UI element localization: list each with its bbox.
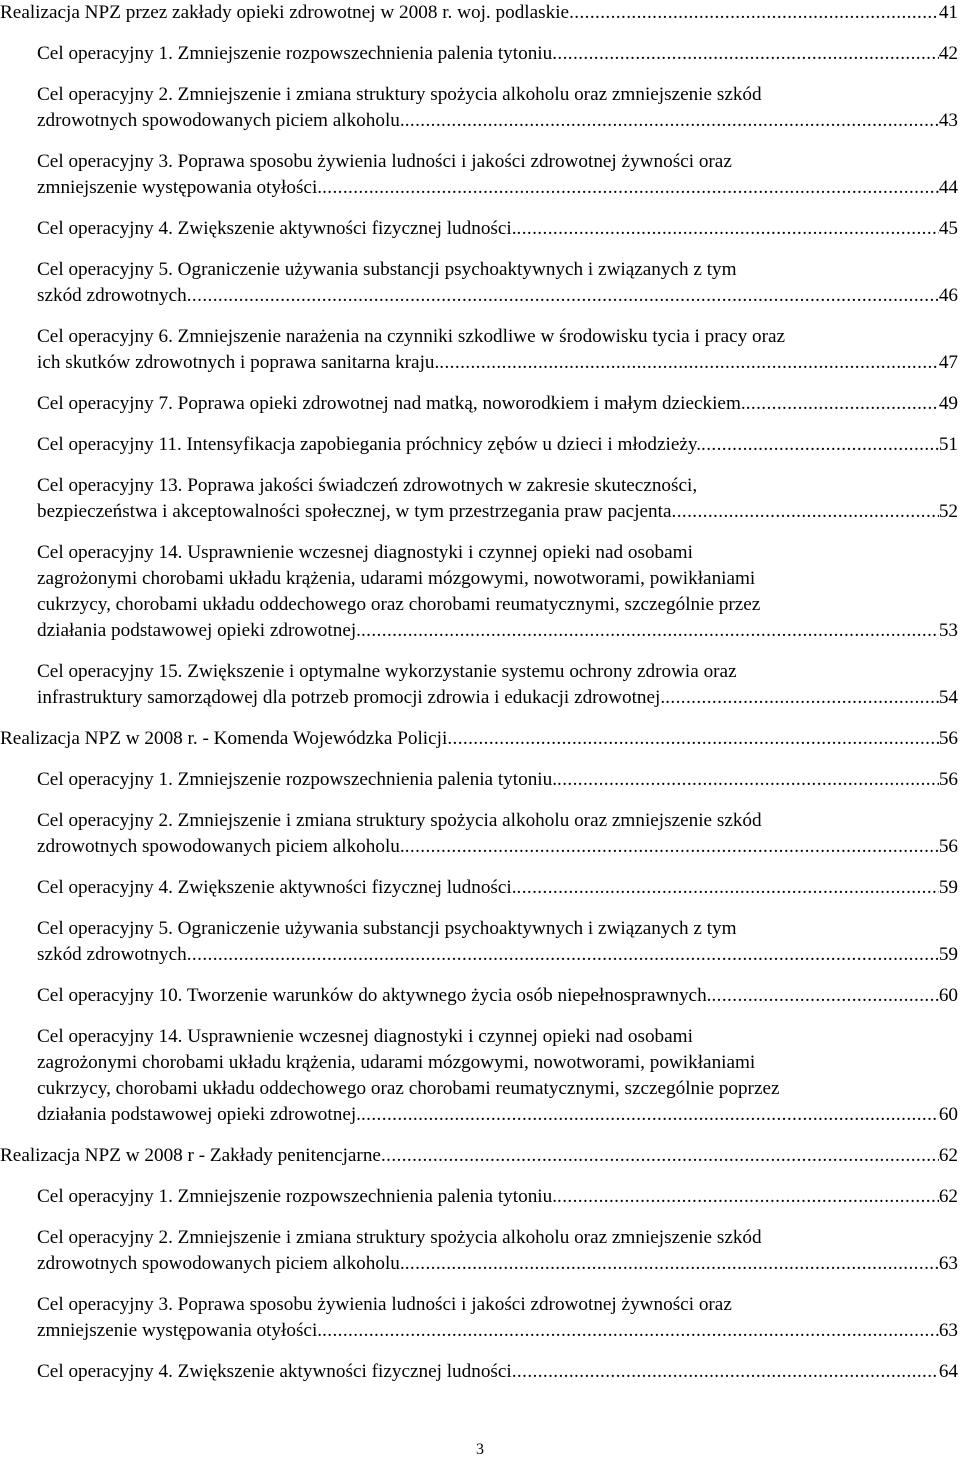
toc-entry-title: Cel operacyjny 14. Usprawnienie wczesnej diagnostyki i czynnej opieki nad osobami: [37, 542, 693, 563]
toc-page-number: 62: [938, 1145, 958, 1166]
toc-page-number: 56: [938, 769, 958, 790]
toc-entry-title: Cel operacyjny 4. Zwiększenie aktywności fizycznej ludności.: [37, 218, 517, 239]
toc-leader-dots: [557, 1184, 939, 1210]
toc-leader-dots: [512, 1359, 939, 1385]
toc-page-number: 64: [938, 1361, 958, 1382]
toc-entry-line: [37, 1359, 958, 1385]
toc-entry-title: Cel operacyjny 1. Zmniejszenie rozpowszechnienia palenia tytoniu.: [37, 1186, 558, 1207]
toc-subsection-entry[interactable]: [0, 149, 958, 201]
toc-entry-line: [37, 350, 958, 376]
toc-entry-line: [0, 0, 958, 26]
toc-entry-title: Realizacja NPZ przez zakłady opieki zdrowotnej w 2008 r. woj. podlaskie: [0, 2, 570, 23]
toc-subsection-entry[interactable]: [0, 257, 958, 309]
toc-leader-dots: [322, 175, 939, 201]
toc-leader-dots: [361, 618, 939, 644]
toc-subsection-entry[interactable]: [0, 82, 958, 134]
toc-entry-title: Realizacja NPZ w 2008 r - Zakłady penitencjarne: [0, 1145, 381, 1166]
toc-entry-title: Cel operacyjny 5. Ograniczenie używania substancji psychoaktywnych i związanych z tym: [37, 918, 737, 939]
toc-page-number: 45: [938, 218, 958, 239]
toc-entry-line: [37, 1318, 958, 1344]
toc-subsection-entry[interactable]: [0, 324, 958, 376]
toc-entry-title: działania podstawowej opieki zdrowotnej.: [37, 1104, 361, 1125]
toc-page-number: 56: [938, 728, 958, 749]
toc-page-number: 52: [938, 501, 958, 522]
toc-entry-line: [37, 41, 958, 67]
toc-entry-line: [37, 659, 958, 685]
toc-leader-dots: [711, 983, 938, 1009]
toc-entry-line: [37, 283, 958, 309]
toc-entry-line: [37, 1024, 958, 1050]
toc-leader-dots: [381, 1143, 939, 1169]
toc-leader-dots: [361, 1102, 939, 1128]
toc-page-number: 63: [938, 1320, 958, 1341]
toc-subsection-entry[interactable]: [0, 767, 958, 793]
toc-entry-line: [37, 175, 958, 201]
toc-entry-title: Cel operacyjny 2. Zmniejszenie i zmiana struktury spożycia alkoholu oraz zmniejszenie szkód: [37, 84, 762, 105]
toc-entry-line: [37, 499, 958, 525]
toc-leader-dots: [552, 41, 939, 67]
toc-entry-title: zdrowotnych spowodowanych piciem alkoholu.: [37, 836, 405, 857]
toc-entry-line: [37, 983, 958, 1009]
toc-entry-line: [37, 108, 958, 134]
toc-leader-dots: [557, 767, 939, 793]
toc-entry-title: Cel operacyjny 1. Zmniejszenie rozpowszechnienia palenia tytoniu: [37, 43, 553, 64]
toc-leader-dots: [672, 499, 939, 525]
toc-page-number: 43: [938, 110, 958, 131]
toc-leader-dots: [439, 350, 939, 376]
toc-leader-dots: [665, 685, 939, 711]
toc-entry-title: Cel operacyjny 3. Poprawa sposobu żywienia ludności i jakości zdrowotnej żywności oraz: [37, 151, 732, 172]
toc-subsection-entry[interactable]: [0, 473, 958, 525]
toc-entry-title: zagrożonymi chorobami układu krążenia, udarami mózgowymi, nowotworami, powikłaniami: [37, 1052, 756, 1073]
toc-entry-title: Cel operacyjny 4. Zwiększenie aktywności fizycznej ludności: [37, 1361, 512, 1382]
toc-entry-title: infrastruktury samorządowej dla potrzeb promocji zdrowia i edukacji zdrowotnej.: [37, 687, 666, 708]
toc-entry-line: [37, 473, 958, 499]
toc-leader-dots: [322, 1318, 939, 1344]
toc-section-entry[interactable]: [0, 1143, 958, 1169]
toc-entry-title: zdrowotnych spowodowanych piciem alkoholu.: [37, 110, 405, 131]
toc-subsection-entry[interactable]: [0, 1024, 958, 1128]
toc-subsection-entry[interactable]: [0, 432, 958, 458]
toc-page-number: 44: [938, 177, 958, 198]
toc-entry-title: Realizacja NPZ w 2008 r. - Komenda Wojewódzka Policji: [0, 728, 448, 749]
toc-page-number: 59: [938, 877, 958, 898]
toc-leader-dots: [746, 391, 939, 417]
toc-page-number: 60: [938, 985, 958, 1006]
toc-subsection-entry[interactable]: [0, 983, 958, 1009]
toc-entry-line: [37, 1184, 958, 1210]
toc-leader-dots: [517, 216, 939, 242]
toc-page-number: 42: [938, 43, 958, 64]
toc-entry-title: Cel operacyjny 2. Zmniejszenie i zmiana struktury spożycia alkoholu oraz zmniejszenie szkód: [37, 810, 762, 831]
toc-page-number: 56: [938, 836, 958, 857]
toc-entry-line: [37, 1102, 958, 1128]
toc-leader-dots: [517, 875, 939, 901]
toc-entry-line: [37, 540, 958, 566]
toc-entry-line: [37, 942, 958, 968]
toc-entry-title: Cel operacyjny 14. Usprawnienie wczesnej diagnostyki i czynnej opieki nad osobami: [37, 1026, 693, 1047]
toc-entry-line: [37, 808, 958, 834]
toc-page-number: 49: [938, 393, 958, 414]
toc-entry-title: Cel operacyjny 7. Poprawa opieki zdrowotnej nad matką, noworodkiem i małym dzieckiem.: [37, 393, 746, 414]
toc-leader-dots: [187, 283, 939, 309]
toc-entry-line: [37, 618, 958, 644]
toc-page-number: 41: [938, 2, 958, 23]
toc-entry-title: cukrzycy, chorobami układu oddechowego oraz chorobami reumatycznymi, szczególnie poprzez: [37, 1078, 780, 1099]
toc-leader-dots: [447, 726, 939, 752]
toc-leader-dots: [569, 0, 939, 26]
toc-page-number: 53: [938, 620, 958, 641]
toc-entry-line: [37, 685, 958, 711]
toc-page-number: 63: [938, 1253, 958, 1274]
toc-section-entry[interactable]: [0, 726, 958, 752]
toc-subsection-entry[interactable]: [0, 540, 958, 644]
toc-entry-title: Cel operacyjny 4. Zwiększenie aktywności fizycznej ludności.: [37, 877, 517, 898]
toc-entry-title: zdrowotnych spowodowanych piciem alkoholu.: [37, 1253, 405, 1274]
toc-leader-dots: [701, 432, 939, 458]
toc-entry-title: bezpieczeństwa i akceptowalności społecznej, w tym przestrzegania praw pacjenta: [37, 501, 672, 522]
toc-entry-line: [37, 324, 958, 350]
toc-entry-line: [37, 391, 958, 417]
toc-entry-title: Cel operacyjny 15. Zwiększenie i optymalne wykorzystanie systemu ochrony zdrowia oraz: [37, 661, 737, 682]
toc-entry-line: [37, 566, 958, 592]
toc-subsection-entry[interactable]: [0, 875, 958, 901]
toc-entry-title: ich skutków zdrowotnych i poprawa sanitarna kraju.: [37, 352, 440, 373]
toc-subsection-entry[interactable]: [0, 1359, 958, 1385]
toc-page-number: 54: [938, 687, 958, 708]
toc-subsection-entry[interactable]: [0, 1184, 958, 1210]
toc-entry-line: [37, 767, 958, 793]
toc-entry-title: zmniejszenie występowania otyłości.: [37, 1320, 323, 1341]
toc-subsection-entry[interactable]: [0, 1292, 958, 1344]
toc-entry-line: [37, 432, 958, 458]
toc-entry-line: [37, 834, 958, 860]
page-number: 3: [476, 1441, 484, 1458]
toc-entry-title: Cel operacyjny 10. Tworzenie warunków do aktywnego życia osób niepełnosprawnych.: [37, 985, 712, 1006]
toc-entry-line: [37, 1292, 958, 1318]
toc-entry-title: Cel operacyjny 13. Poprawa jakości świadczeń zdrowotnych w zakresie skuteczności,: [37, 475, 698, 496]
toc-entry-line: [37, 82, 958, 108]
toc-leader-dots: [405, 108, 939, 134]
toc-entry-line: [37, 875, 958, 901]
toc-subsection-entry[interactable]: [0, 808, 958, 860]
toc-page-number: 60: [938, 1104, 958, 1125]
toc-entry-line: [0, 1143, 958, 1169]
toc-page-number: 62: [938, 1186, 958, 1207]
toc-subsection-entry[interactable]: [0, 391, 958, 417]
toc-leader-dots: [405, 834, 939, 860]
toc-subsection-entry[interactable]: [0, 659, 958, 711]
toc-entry-line: [37, 1050, 958, 1076]
toc-entry-title: działania podstawowej opieki zdrowotnej.: [37, 620, 361, 641]
toc-entry-title: zmniejszenie występowania otyłości.: [37, 177, 323, 198]
toc-entry-line: [37, 916, 958, 942]
toc-entry-line: [37, 149, 958, 175]
toc-entry-title: Cel operacyjny 1. Zmniejszenie rozpowszechnienia palenia tytoniu.: [37, 769, 558, 790]
toc-entry-title: Cel operacyjny 5. Ograniczenie używania substancji psychoaktywnych i związanych z tym: [37, 259, 737, 280]
toc-page-number: 47: [938, 352, 958, 373]
toc-leader-dots: [405, 1251, 939, 1277]
toc-subsection-entry[interactable]: [0, 41, 958, 67]
toc-subsection-entry[interactable]: [0, 916, 958, 968]
toc-page-number: 51: [938, 434, 958, 455]
toc-entry-title: cukrzycy, chorobami układu oddechowego oraz chorobami reumatycznymi, szczególnie przez: [37, 594, 761, 615]
toc-entry-line: [37, 592, 958, 618]
toc-entry-title: Cel operacyjny 3. Poprawa sposobu żywienia ludności i jakości zdrowotnej żywności oraz: [37, 1294, 732, 1315]
toc-entry-title: szkód zdrowotnych: [37, 944, 187, 965]
toc-entry-line: [37, 257, 958, 283]
toc-page-number: 46: [938, 285, 958, 306]
toc-entry-line: [37, 1251, 958, 1277]
toc-subsection-entry[interactable]: [0, 1225, 958, 1277]
toc-subsection-entry[interactable]: [0, 216, 958, 242]
toc-entry-title: zagrożonymi chorobami układu krążenia, udarami mózgowymi, nowotworami, powikłaniami: [37, 568, 756, 589]
toc-entry-title: Cel operacyjny 6. Zmniejszenie narażenia na czynniki szkodliwe w środowisku tycia i pracy oraz: [37, 326, 786, 347]
toc-page-number: 59: [938, 944, 958, 965]
toc-entry-line: [37, 1076, 958, 1102]
toc-entry-line: [37, 1225, 958, 1251]
toc-leader-dots: [187, 942, 939, 968]
toc-entry-title: Cel operacyjny 2. Zmniejszenie i zmiana struktury spożycia alkoholu oraz zmniejszenie szkód: [37, 1227, 762, 1248]
toc-entry-title: szkód zdrowotnych: [37, 285, 187, 306]
toc-entry-line: [37, 216, 958, 242]
toc-entry-line: [0, 726, 958, 752]
toc-section-entry[interactable]: [0, 0, 958, 26]
toc-entry-title: Cel operacyjny 11. Intensyfikacja zapobiegania próchnicy zębów u dzieci i młodzieży.: [37, 434, 702, 455]
